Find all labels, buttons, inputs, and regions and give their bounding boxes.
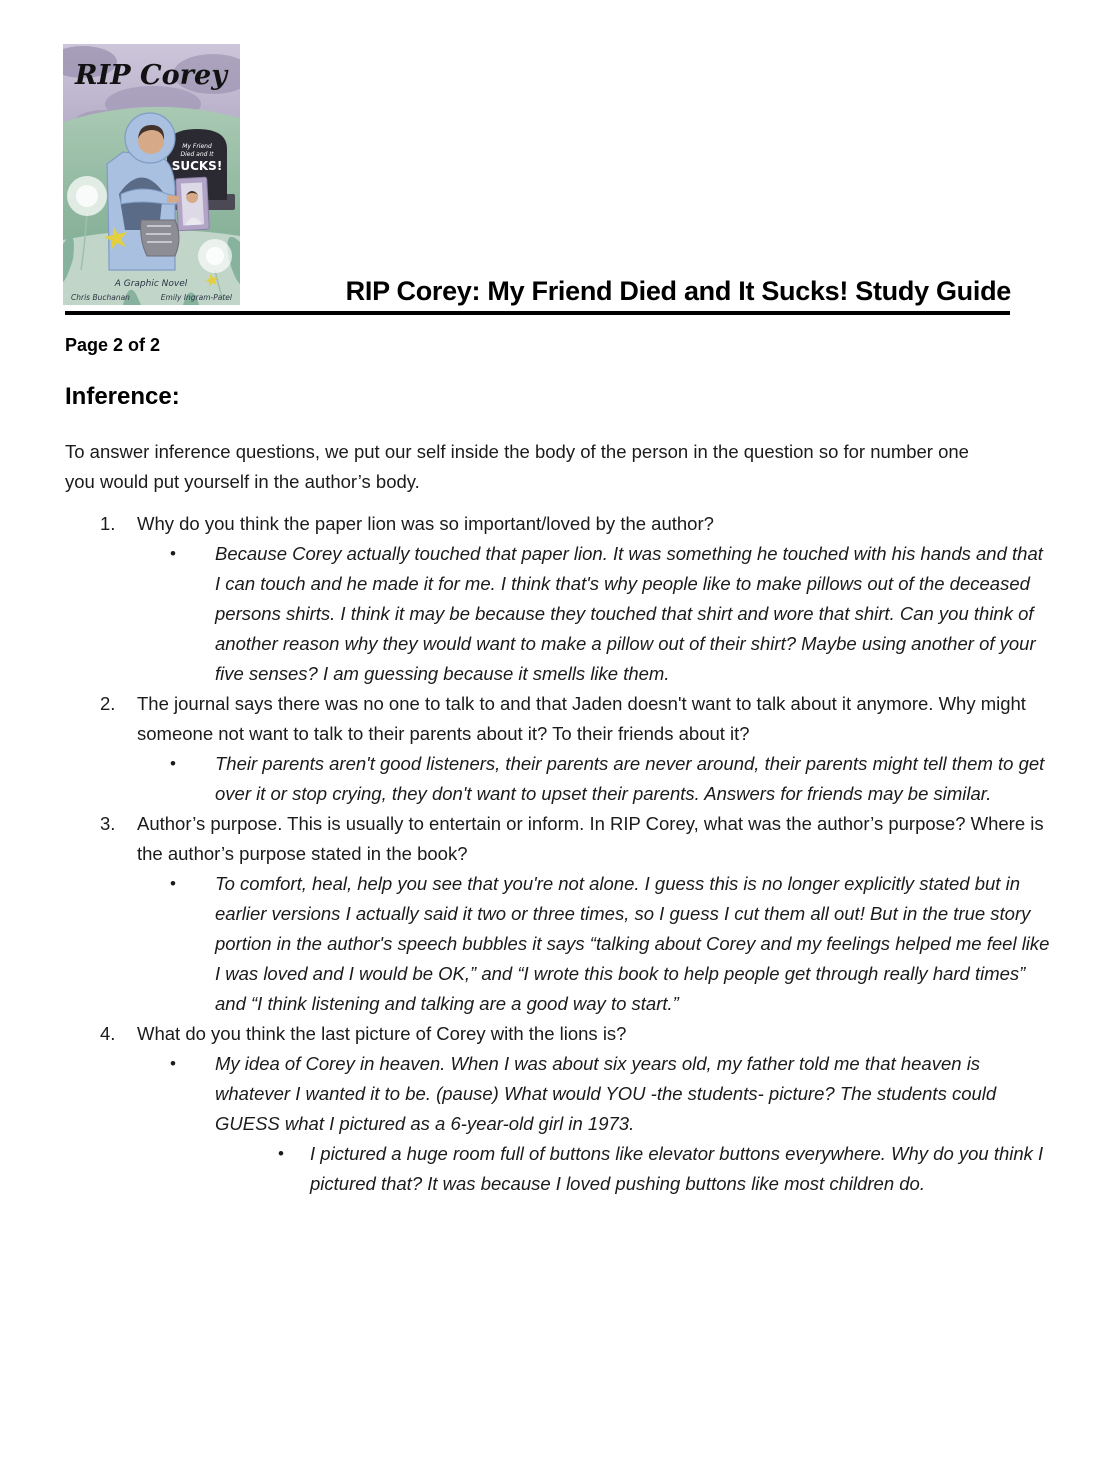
answer-4-sub <box>65 1139 1050 1199</box>
question-1 <box>65 509 1050 539</box>
pointing-hand <box>167 195 179 203</box>
cover-title: RIP Corey <box>73 60 230 91</box>
title-underline <box>65 311 1010 315</box>
question-list <box>65 509 1050 1199</box>
question-number: 3. <box>100 813 116 834</box>
question-text: Why do you think the paper lion was so important/loved by the author? <box>137 513 714 534</box>
book-cover <box>63 44 240 305</box>
answer-text: To comfort, heal, help you see that you're not alone. I guess this is no longer explicitly stated but in earlier versions I actually said it two or three times, so I guess I cut them all out! But in the true story portion in the author's speech bubbles it says “talking about Corey and my feelings helped me feel like I was loved and I would be OK,” and “I wrote this book to help people get through really hard times” and “I think listening and talking are a good way to start.” <box>215 873 1050 1014</box>
question-3 <box>65 809 1050 869</box>
framed-photo <box>176 177 210 231</box>
book-cover-illustration <box>63 44 240 305</box>
question-text: Author’s purpose. This is usually to entertain or inform. In RIP Corey, what was the author’s purpose? Where is the author’s purpose stated in the book? <box>137 813 1044 864</box>
question-number: 2. <box>100 693 116 714</box>
cover-author-left: Chris Buchanan <box>71 293 130 302</box>
bullet-icon: • <box>170 544 176 563</box>
gravestone-line1: My Friend <box>182 143 212 150</box>
bullet-icon: • <box>170 1054 176 1073</box>
bullet-icon: • <box>170 754 176 773</box>
answer-text: I pictured a huge room full of buttons like elevator buttons everywhere. Why do you think I pictured that? It was because I loved pushing buttons like most children do. <box>310 1143 1044 1194</box>
question-text: The journal says there was no one to talk to and that Jaden doesn't want to talk about it anymore. Why might someone not want to talk to their parents about it? To their friends about it? <box>137 693 1026 744</box>
section-heading-inference: Inference: <box>65 383 180 410</box>
gravestone-line3: SUCKS! <box>171 159 223 173</box>
cover-subtitle: A Graphic Novel <box>114 279 188 289</box>
answer-text: Because Corey actually touched that paper lion. It was something he touched with his hands and that I can touch and he made it for me. I think that's why people like to make pillows out of the deceased persons shirts. I think it may be because they touched that shirt and wore that shirt. Can you think of another reason why they would want to make a pillow out of their shirt? Maybe using another of your five senses? I am guessing because it smells like them. <box>215 543 1043 684</box>
question-2 <box>65 689 1050 749</box>
question-number: 1. <box>100 513 116 534</box>
answer-4 <box>65 1049 1050 1139</box>
answer-text: My idea of Corey in heaven. When I was about six years old, my father told me that heaven is whatever I wanted it to be. (pause) What would YOU -the students- picture? The students could GUESS what I pictured as a 6-year-old girl in 1973. <box>215 1053 997 1134</box>
doc-title: RIP Corey: My Friend Died and It Sucks! Study Guide <box>345 276 1011 306</box>
answer-2 <box>65 749 1050 809</box>
gravestone-line2: Died and It <box>180 151 214 158</box>
bullet-icon: • <box>278 1144 284 1163</box>
question-number: 4. <box>100 1023 116 1044</box>
question-text: What do you think the last picture of Corey with the lions is? <box>137 1023 627 1044</box>
page-number-label: Page 2 of 2 <box>65 335 161 355</box>
answer-1 <box>65 539 1050 689</box>
answer-3 <box>65 869 1050 1019</box>
question-4 <box>65 1019 1050 1049</box>
intro-paragraph: To answer inference questions, we put our self inside the body of the person in the question so for number one you would put yourself in the author’s body. <box>65 441 969 492</box>
answer-text: Their parents aren't good listeners, their parents are never around, their parents might tell them to get over it or stop crying, they don't want to upset their parents. Answers for friends may be similar. <box>215 753 1045 804</box>
cover-author-right: Emily Ingram-Patel <box>160 293 232 302</box>
bullet-icon: • <box>170 874 176 893</box>
